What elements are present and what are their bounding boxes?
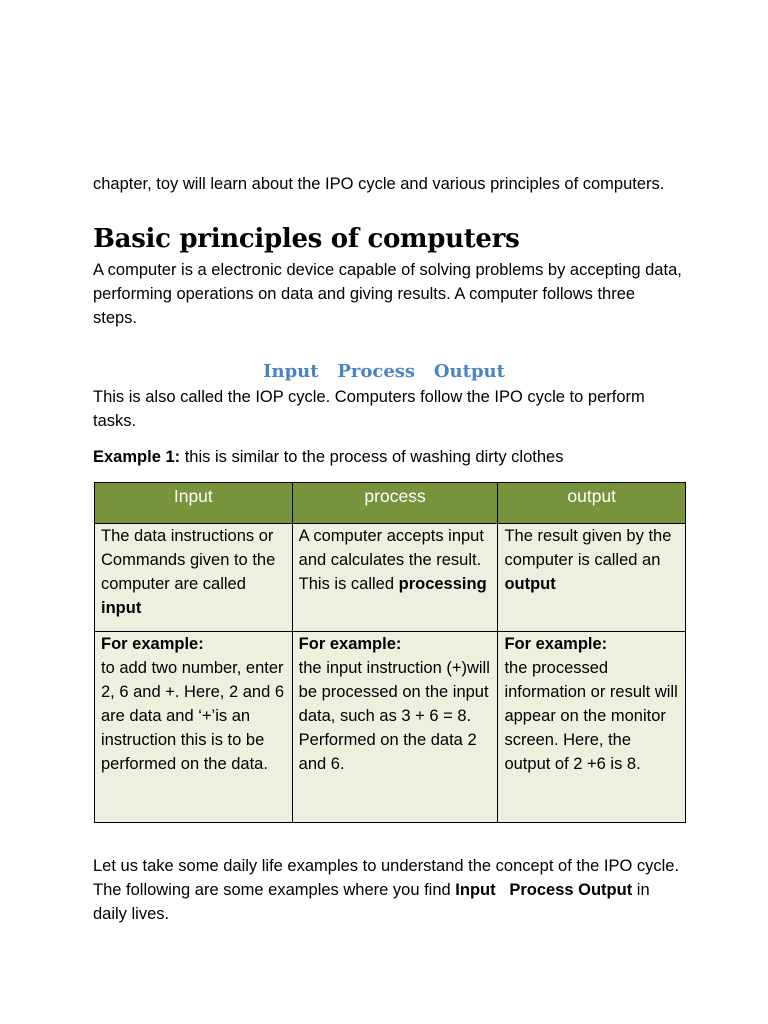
section-heading: Basic principles of computers [93, 224, 520, 254]
cell-bold-term: input [101, 599, 142, 617]
table-cell-input-example [95, 632, 293, 823]
cell-example-label: For example: [298, 635, 402, 653]
table-header-row [95, 483, 686, 524]
paragraph-bold-text: Input Process Output [455, 881, 633, 899]
cell-text: A computer accepts input and calculates the result. This is called [298, 527, 484, 593]
intro-paragraph: chapter, toy will learn about the IPO cycle and various principles of computers. [93, 175, 665, 193]
table-row [95, 632, 686, 823]
table-cell-output-example [498, 632, 686, 823]
example-paragraph [93, 445, 683, 469]
ipo-table [94, 482, 686, 823]
paragraph-text: in daily lives. [93, 881, 650, 923]
header-output: output [498, 483, 686, 524]
paragraph-text: Let us take some daily life examples to understand the concept of the IPO cycle. The following are some examples where you find [93, 857, 680, 899]
table-cell-output-definition [498, 524, 686, 632]
example-label: Example 1: [93, 448, 181, 466]
definition-paragraph: A computer is a electronic device capable of solving problems by accepting data, performing operations on data and giving results. A computer follows three steps. [93, 261, 682, 327]
cell-bold-term: output [504, 575, 556, 593]
cell-text: The result given by the computer is called an [504, 527, 672, 569]
table-cell-process-example [292, 632, 498, 823]
cell-text: the processed information or result will appear on the monitor screen. Here, the output of 2 +6 is 8. [504, 659, 678, 773]
ipo-steps-line: Input Process Output [263, 361, 505, 382]
iop-cycle-paragraph: This is also called the IOP cycle. Computers follow the IPO cycle to perform tasks. [93, 388, 645, 430]
cell-text: the input instruction (+)will be processed on the input data, such as 3 + 6 = 8. Performed on the data 2 and 6. [298, 659, 490, 773]
cell-text: to add two number, enter 2, 6 and +. Here, 2 and 6 are data and ‘+’is an instruction this is to be performed on the data. [101, 659, 285, 773]
cell-text: The data instructions or Commands given to the computer are called [101, 527, 276, 593]
cell-example-label: For example: [504, 635, 608, 653]
daily-life-paragraph [93, 854, 683, 926]
header-process: process [292, 483, 498, 524]
table-cell-process-definition [292, 524, 498, 632]
cell-example-label: For example: [101, 635, 204, 653]
table-cell-input-definition [95, 524, 293, 632]
table-row [95, 524, 686, 632]
header-input: Input [95, 483, 293, 524]
example-text: this is similar to the process of washing dirty clothes [180, 448, 564, 466]
cell-bold-term: processing [398, 575, 487, 593]
